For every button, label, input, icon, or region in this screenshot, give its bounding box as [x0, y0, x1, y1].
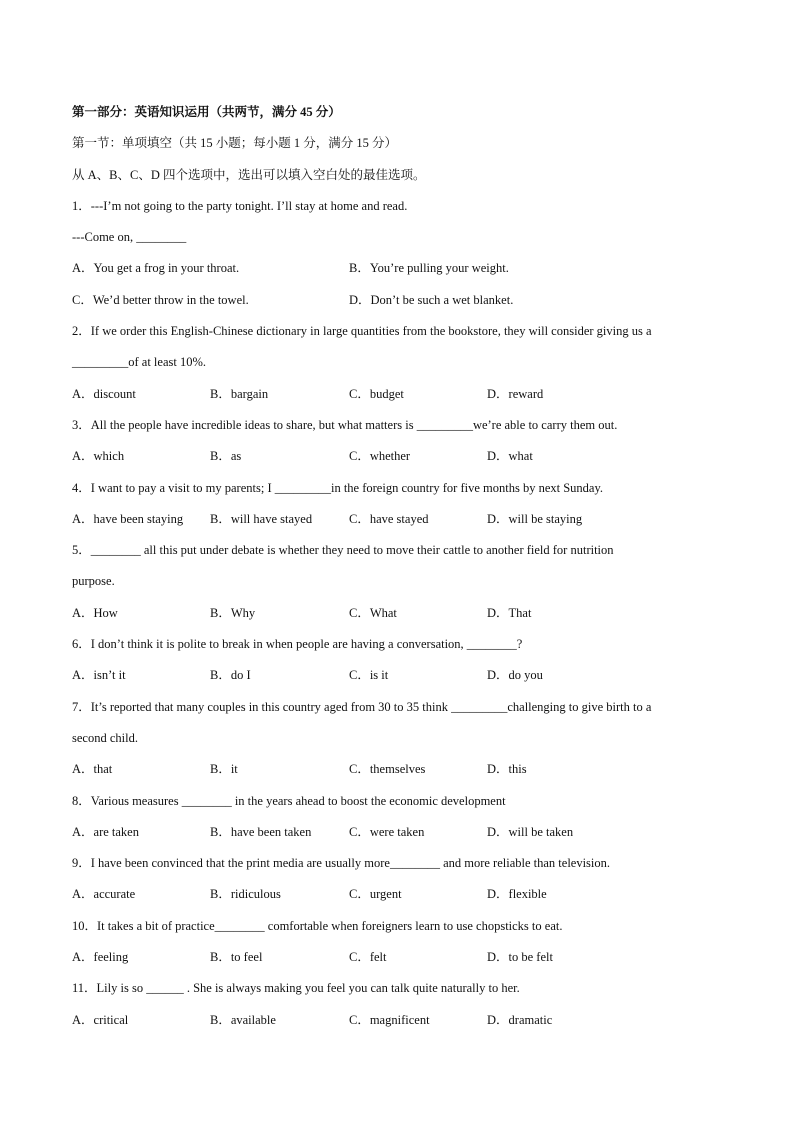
question-stem-continued: ---Come on, ________	[72, 230, 187, 245]
question-stem: 2．If we order this English-Chinese dictionary in large quantities from the bookstore, they will consider giving us a	[72, 324, 652, 339]
question-stem: 10．It takes a bit of practice________ comfortable when foreigners learn to use chopsticks to eat.	[72, 918, 563, 933]
answer-option-d[interactable]: D．dramatic	[487, 1012, 553, 1027]
answer-option-c[interactable]: C．urgent	[349, 887, 402, 902]
answer-option-a[interactable]: A．discount	[72, 386, 136, 401]
answer-option-b[interactable]: B．ridiculous	[210, 887, 281, 902]
part-heading: 第一部分：英语知识运用（共两节，满分 45 分）	[72, 105, 341, 119]
answer-option-d[interactable]: D．what	[487, 449, 533, 464]
question-stem: 4．I want to pay a visit to my parents; I _________in the foreign country for five months by next Sunday.	[72, 480, 604, 495]
question-list	[72, 196, 724, 1041]
options-row	[72, 384, 724, 415]
answer-option-c[interactable]: C．felt	[349, 950, 387, 965]
section-heading: 第一节：单项填空（共 15 小题；每小题 1 分，满分 15 分）	[72, 136, 398, 151]
question-stem-continued: purpose.	[72, 574, 115, 589]
answer-option-a[interactable]: A．How	[72, 605, 118, 620]
answer-option-b[interactable]: B．You’re pulling your weight.	[349, 261, 509, 276]
answer-option-c[interactable]: C．What	[349, 605, 397, 620]
answer-option-a[interactable]: A．that	[72, 762, 113, 777]
answer-option-a[interactable]: A．isn’t it	[72, 668, 126, 683]
answer-option-b[interactable]: B．to feel	[210, 950, 263, 965]
answer-option-c[interactable]: C．were taken	[349, 824, 425, 839]
question-stem: 7．It’s reported that many couples in this country aged from 30 to 35 think _________challenging to give birth to a	[72, 699, 652, 714]
answer-option-b[interactable]: B．have been taken	[210, 824, 312, 839]
answer-option-c[interactable]: C．whether	[349, 449, 411, 464]
instruction-text: 从 A、B、C、D 四个选项中，选出可以填入空白处的最佳选项。	[72, 167, 426, 182]
options-row	[72, 258, 724, 289]
options-row	[72, 665, 724, 696]
answer-option-d[interactable]: D．to be felt	[487, 950, 553, 965]
answer-option-b[interactable]: B．as	[210, 449, 242, 464]
answer-option-c[interactable]: C．have stayed	[349, 511, 429, 526]
question-stem: 11．Lily is so ______ . She is always making you feel you can talk quite naturally to her.	[72, 981, 520, 996]
question-stem: 8．Various measures ________ in the years ahead to boost the economic development	[72, 793, 506, 808]
answer-option-a[interactable]: A．which	[72, 449, 125, 464]
answer-option-b[interactable]: B．bargain	[210, 386, 269, 401]
exam-page	[72, 102, 724, 1041]
answer-option-d[interactable]: D．do you	[487, 668, 543, 683]
question-stem-continued: second child.	[72, 730, 138, 745]
question-stem: 9．I have been convinced that the print media are usually more________ and more reliable than television.	[72, 856, 611, 871]
answer-option-a[interactable]: A．critical	[72, 1012, 129, 1027]
answer-option-c[interactable]: C．themselves	[349, 762, 426, 777]
question-stem: 5．________ all this put under debate is whether they need to move their cattle to another field for nutrition	[72, 543, 614, 558]
answer-option-c[interactable]: C．magnificent	[349, 1012, 430, 1027]
answer-option-c[interactable]: C．is it	[349, 668, 389, 683]
answer-option-d[interactable]: D．reward	[487, 386, 544, 401]
question-stem: 1．---I’m not going to the party tonight. I’ll stay at home and read.	[72, 198, 408, 213]
question-stem: 6．I don’t think it is polite to break in when people are having a conversation, ________?	[72, 637, 523, 652]
answer-option-b[interactable]: B．it	[210, 762, 238, 777]
options-row	[72, 603, 724, 634]
answer-option-b[interactable]: B．do I	[210, 668, 251, 683]
answer-option-d[interactable]: D．this	[487, 762, 527, 777]
answer-option-a[interactable]: A．are taken	[72, 824, 139, 839]
answer-option-b[interactable]: B．Why	[210, 605, 256, 620]
options-row	[72, 822, 724, 853]
answer-option-c[interactable]: C．We’d better throw in the towel.	[72, 292, 249, 307]
answer-option-d[interactable]: D．will be staying	[487, 511, 583, 526]
question-stem: 3．All the people have incredible ideas to share, but what matters is _________we’re able to carry them out.	[72, 417, 618, 432]
answer-option-a[interactable]: A．You get a frog in your throat.	[72, 261, 240, 276]
answer-option-a[interactable]: A．feeling	[72, 950, 129, 965]
options-row	[72, 884, 724, 915]
answer-option-b[interactable]: B．will have stayed	[210, 511, 313, 526]
options-row	[72, 1010, 724, 1041]
answer-option-b[interactable]: B．available	[210, 1012, 276, 1027]
answer-option-a[interactable]: A．accurate	[72, 887, 136, 902]
answer-option-d[interactable]: D．will be taken	[487, 824, 574, 839]
answer-option-a[interactable]: A．have been staying	[72, 511, 184, 526]
answer-option-d[interactable]: D．flexible	[487, 887, 547, 902]
answer-option-c[interactable]: C．budget	[349, 386, 404, 401]
options-row	[72, 446, 724, 477]
question-stem-continued: _________of at least 10%.	[72, 355, 207, 370]
options-row	[72, 290, 724, 321]
answer-option-d[interactable]: D．Don’t be such a wet blanket.	[349, 292, 514, 307]
answer-option-d[interactable]: D．That	[487, 605, 532, 620]
options-row	[72, 759, 724, 790]
options-row	[72, 509, 724, 540]
options-row	[72, 947, 724, 978]
